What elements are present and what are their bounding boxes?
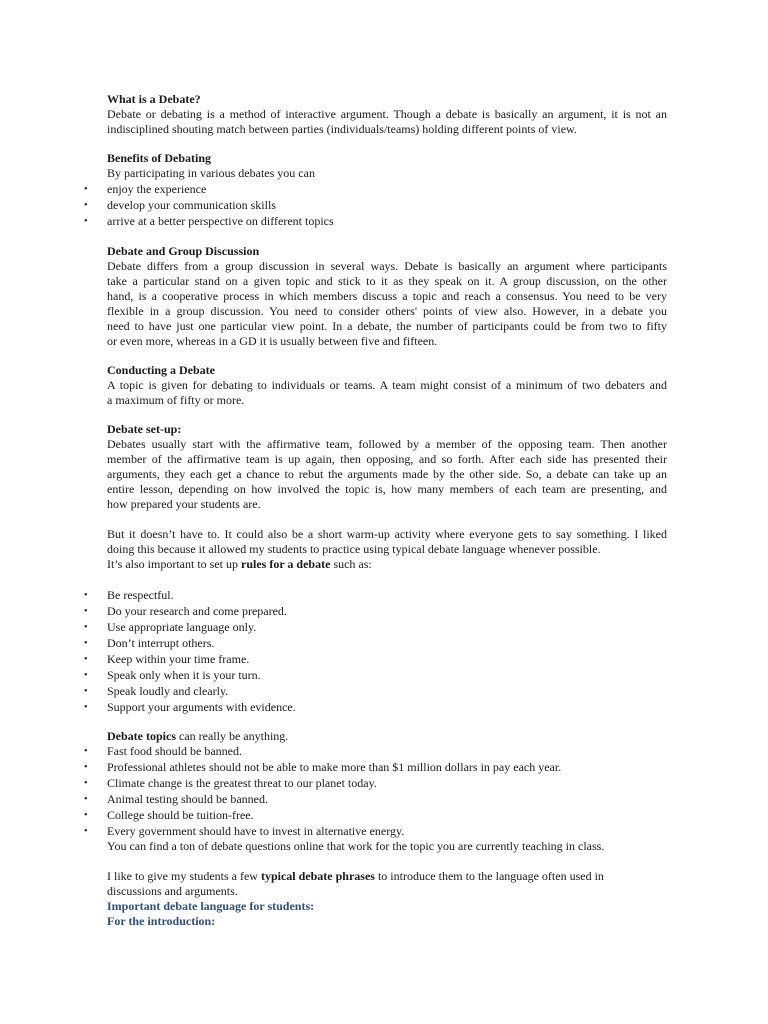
paragraph-line: take a particular stand on a given topic and stick to it as they speak on it. A group discussion, on the other	[107, 274, 667, 288]
topic-item: Climate change is the greatest threat to our planet today.	[107, 776, 377, 790]
paragraph-line: flexible in a group discussion. You need to consider others' points of view also. However, in a debate you	[107, 304, 667, 318]
paragraph-line: A topic is given for debating to individuals or teams. A team might consist of a minimum of two debaters and	[107, 378, 667, 392]
paragraph-line: Debates usually start with the affirmative team, followed by a member of the opposing team. Then another	[107, 437, 667, 451]
bullet-icon: •	[84, 794, 88, 805]
topic-item: Every government should have to invest in alternative energy.	[107, 824, 405, 838]
bullet-icon: •	[84, 200, 88, 211]
phrases-pre: I like to give my students a few	[107, 869, 261, 883]
paragraph-line: But it doesn’t have to. It could also be a short warm-up activity where everyone gets to say something. I liked	[107, 527, 667, 541]
paragraph-line: entire lesson, depending on how involved the topic is, how many members of each team are presenting, and	[107, 482, 667, 496]
bullet-icon: •	[84, 826, 88, 837]
benefits-intro: By participating in various debates you can	[107, 166, 315, 180]
rule-item: Be respectful.	[107, 588, 174, 602]
bullet-icon: •	[84, 622, 88, 633]
topic-item: College should be tuition-free.	[107, 808, 254, 822]
bullet-icon: •	[84, 778, 88, 789]
rules-intro-pre: It’s also important to set up	[107, 557, 241, 571]
benefit-item: enjoy the experience	[107, 182, 207, 196]
paragraph-line: member of the affirmative team is up again, then opposing, and so forth. After each side has presented their	[107, 452, 667, 466]
paragraph-line: Debate differs from a group discussion in several ways. Debate is basically an argument where participants	[107, 259, 667, 273]
phrases-line2: discussions and arguments.	[107, 884, 238, 898]
topics-intro-bold: Debate topics	[107, 729, 176, 743]
topics-intro	[107, 729, 667, 744]
benefit-item: develop your communication skills	[107, 198, 276, 212]
bullet-icon: •	[84, 762, 88, 773]
heading-benefits: Benefits of Debating	[107, 151, 211, 165]
topics-after: You can find a ton of debate questions online that work for the topic you are currently teaching in class.	[107, 839, 605, 853]
phrases-intro	[107, 869, 667, 884]
paragraph-line: doing this because it allowed my students to practice using typical debate language whenever possible.	[107, 542, 601, 556]
paragraph-line: Debate or debating is a method of interactive argument. Though a debate is basically an argument, it is not an	[107, 107, 667, 121]
paragraph-line: a maximum of fifty or more.	[107, 393, 245, 407]
rules-intro-bold: rules for a debate	[241, 557, 331, 571]
rule-item: Speak loudly and clearly.	[107, 684, 229, 698]
paragraph-line: hand, is a cooperative process in which members discuss a topic and reach a consensus. You need to be very	[107, 289, 667, 303]
rule-item: Keep within your time frame.	[107, 652, 250, 666]
rules-intro-post: such as:	[330, 557, 372, 571]
phrases-bold: typical debate phrases	[260, 869, 375, 883]
rule-item: Don’t interrupt others.	[107, 636, 215, 650]
heading-conducting: Conducting a Debate	[107, 363, 216, 377]
bullet-icon: •	[84, 590, 88, 601]
phrases-post: to introduce them to the language often used in	[374, 869, 604, 883]
bullet-icon: •	[84, 670, 88, 681]
rules-intro	[107, 557, 667, 572]
heading-setup: Debate set-up:	[107, 422, 182, 436]
rule-item: Support your arguments with evidence.	[107, 700, 296, 714]
subheading-introduction: For the introduction:	[107, 914, 216, 928]
bullet-icon: •	[84, 810, 88, 821]
paragraph-line: need to have just one particular view point. In a debate, the number of participants could be from two to fifty	[107, 319, 667, 333]
rule-item: Do your research and come prepared.	[107, 604, 287, 618]
topic-item: Animal testing should be banned.	[107, 792, 268, 806]
paragraph-line: or even more, whereas in a GD it is usually between five and fifteen.	[107, 334, 438, 348]
bullet-icon: •	[84, 638, 88, 649]
bullet-icon: •	[84, 746, 88, 757]
topic-item: Fast food should be banned.	[107, 744, 242, 758]
paragraph-line: arguments, they each get a chance to rebut the arguments made by the other side. So, a debate can take up an	[107, 467, 667, 481]
benefit-item: arrive at a better perspective on different topics	[107, 214, 334, 228]
paragraph-line: indisciplined shouting match between parties (individuals/teams) holding different points of view.	[107, 122, 577, 136]
bullet-icon: •	[84, 654, 88, 665]
topics-intro-rest: can really be anything.	[176, 729, 289, 743]
bullet-icon: •	[84, 686, 88, 697]
bullet-icon: •	[84, 606, 88, 617]
rule-item: Use appropriate language only.	[107, 620, 257, 634]
bullet-icon: •	[84, 184, 88, 195]
rule-item: Speak only when it is your turn.	[107, 668, 261, 682]
bullet-icon: •	[84, 216, 88, 227]
topic-item: Professional athletes should not be able to make more than $1 million dollars in pay each year.	[107, 760, 562, 774]
heading-what-is-debate: What is a Debate?	[107, 92, 201, 106]
heading-group-discussion: Debate and Group Discussion	[107, 244, 260, 258]
bullet-icon: •	[84, 702, 88, 713]
subheading-debate-language: Important debate language for students:	[107, 899, 315, 913]
paragraph-line: how prepared your students are.	[107, 497, 261, 511]
